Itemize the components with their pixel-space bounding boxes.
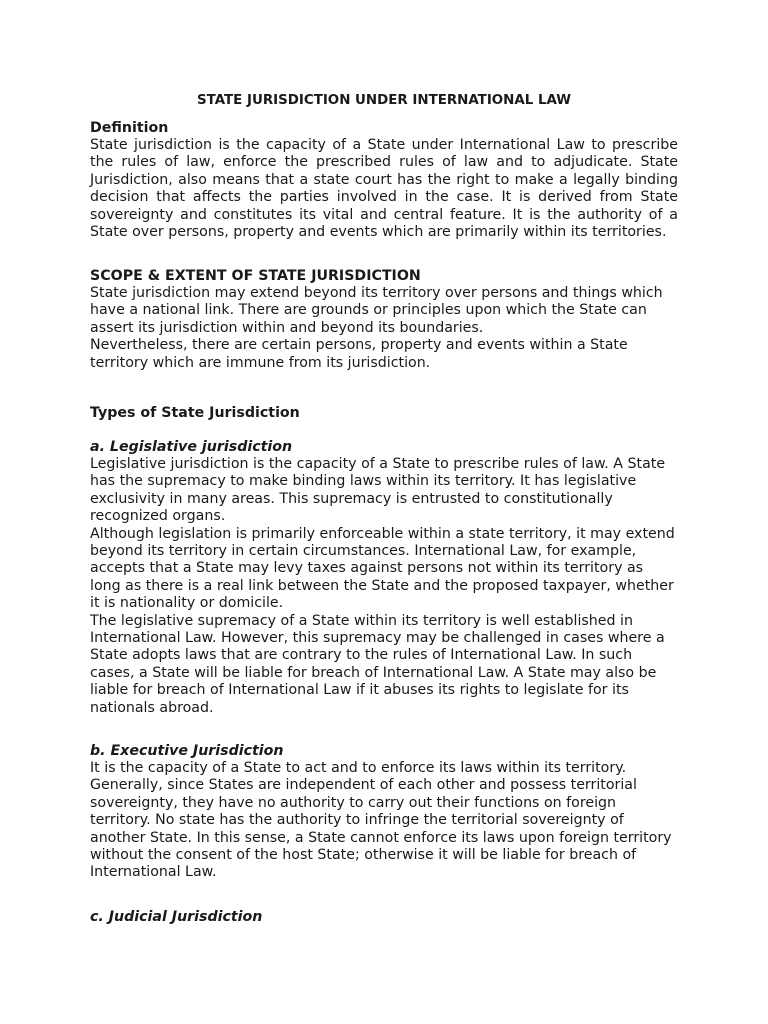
definition-heading: Definition [90, 120, 169, 136]
legislative-paragraph-3: The legislative supremacy of a State within its territory is well established in International Law. However, this supremacy may be challenged in cases where a State adopts laws that are contrary to the rules of International Law. In such cases, a State will be liable for breach of International Law. A State may also be liable for breach of International Law if it abuses its rights to legislate for its nationals abroad. [90, 612, 665, 716]
scope-heading: SCOPE & EXTENT OF STATE JURISDICTION [90, 268, 421, 284]
types-heading: Types of State Jurisdiction [90, 405, 300, 421]
legislative-heading: a. Legislative jurisdiction [90, 439, 293, 455]
scope-section [90, 267, 678, 372]
legislative-section [90, 438, 678, 717]
legislative-paragraph-1: Legislative jurisdiction is the capacity of a State to prescribe rules of law. A State has the supremacy to make binding laws within its territory. It has legislative exclusivity in many areas. This supremacy is entrusted to constitutionally recognized organs. [90, 456, 666, 525]
judicial-section [90, 908, 678, 926]
executive-section [90, 742, 678, 882]
legislative-paragraph-2: Although legislation is primarily enforceable within a state territory, it may extend beyond its territory in certain circumstances. International Law, for example, accepts that a State may levy taxes against persons not within its territory as long as there is a real link between the State and the proposed taxpayer, whether it is nationality or domicile. [90, 525, 675, 612]
definition-paragraph: State jurisdiction is the capacity of a State under International Law to prescribe the rules of law, enforce the prescribed rules of law and to adjudicate. State Jurisdiction, also means that a state court has the right to make a legally binding decision that affects the parties involved in the case. It is derived from State sovereignty and constitutes its vital and central feature. It is the authority of a State over persons, property and events which are primarily within its territories. [90, 137, 678, 241]
judicial-heading: c. Judicial Jurisdiction [90, 909, 263, 925]
definition-section [90, 119, 678, 241]
document-title: STATE JURISDICTION UNDER INTERNATIONAL LAW [196, 93, 572, 108]
executive-heading: b. Executive Jurisdiction [90, 743, 284, 759]
executive-paragraph: It is the capacity of a State to act and to enforce its laws within its territory. Generally, since States are independent of each other and possess territorial sovereignty, they have no authority to carry out their functions on foreign territory. No state has the authority to infringe the territorial sovereignty of another State. In this sense, a State cannot enforce its laws upon foreign territory without the consent of the host State; otherwise it will be liable for breach of International Law. [90, 760, 672, 881]
types-section [90, 404, 678, 422]
scope-paragraph-1: State jurisdiction may extend beyond its territory over persons and things which have a national link. There are grounds or principles upon which the State can assert its jurisdiction within and beyond its boundaries. [90, 285, 663, 336]
scope-paragraph-2: Nevertheless, there are certain persons, property and events within a State territory which are immune from its jurisdiction. [90, 337, 628, 371]
